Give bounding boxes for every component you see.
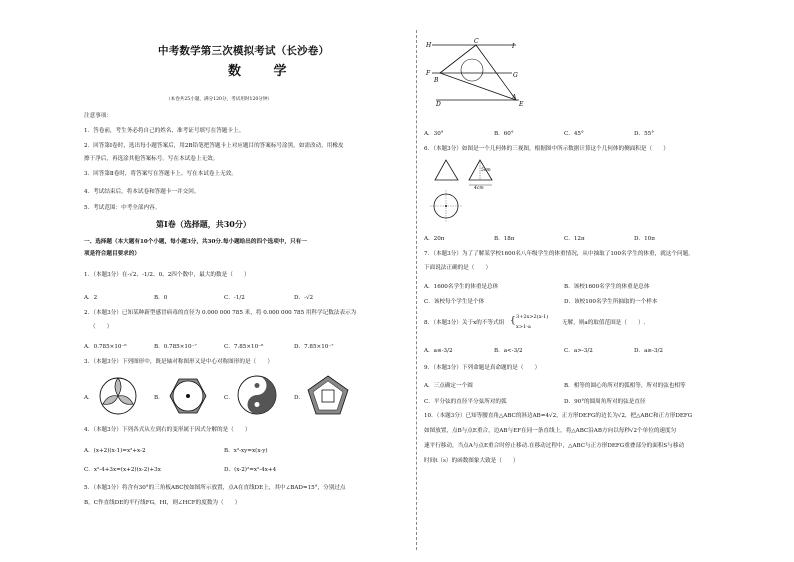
q5-fig-label: A	[512, 94, 517, 101]
q8-option-b[interactable]: B．a<-3/2	[494, 348, 523, 354]
q3-figure-d	[306, 374, 350, 416]
question-6-stem: 6．（本题3分）如图是一个几何体的三视图，根据图中所示数据计算这个几何体的侧面积是（ ）	[424, 146, 669, 152]
q9-option-a[interactable]: A．三点确定一个圆	[424, 383, 473, 389]
question-10-line: 如图放置，点B与点E重合，边AB与EF在同一条直线上，将△ABC沿AB方向以每秒√2个单位的速度匀	[424, 428, 677, 434]
question-4-stem: 4．（本题3分）下列各式从左到右的变形属于因式分解的是（ ）	[84, 427, 251, 433]
q5-option-d[interactable]: D．55°	[634, 131, 654, 137]
column-divider	[416, 30, 417, 550]
q2-option-a[interactable]: A．0.785×10⁻⁶	[84, 344, 127, 350]
q5-fig-label: F	[426, 70, 431, 77]
q4-option-c[interactable]: C．x²-4+3x=(x+2)(x-2)+3x	[84, 467, 161, 473]
note-item: 5．考试范围：中考全部内容。	[84, 205, 161, 211]
q6-option-a[interactable]: A．20π	[424, 236, 445, 242]
q5-fig-label: I	[512, 43, 515, 50]
question-1-stem: 1．（本题3分）在-√2、-1/2、0、2四个数中，最大的数是（ ）	[84, 272, 250, 278]
q9-option-c[interactable]: C．平分弦的直径平分弦所对的弧	[424, 399, 507, 405]
question-5-stem: 5．（本题3分）将含有30°的三角板ABC按如图所示放置，点A在直线DE上，其中∠BAD=15°，分别过点	[84, 485, 346, 491]
q3-figure-c	[236, 374, 278, 416]
q6-option-b[interactable]: B．18π	[494, 236, 515, 242]
q3-option-a[interactable]: A．	[84, 395, 94, 401]
q7-option-b[interactable]: B．该校1600名学生的体重是总体	[564, 284, 650, 290]
q9-option-b[interactable]: B．相等的圆心角所对的弧相等，所对的弦也相等	[564, 383, 686, 389]
q8-system-line2: x>1-a	[516, 324, 531, 330]
question-9-stem: 9．（本题3分）下列命题是真命题的是（ ）	[424, 365, 541, 371]
q7-option-a[interactable]: A．1600名学生的体重是总体	[424, 284, 499, 290]
q4-option-a[interactable]: A．(x+2)(x-1)=x²+x-2	[84, 448, 146, 454]
q1-option-c[interactable]: C．-1/2	[224, 295, 245, 301]
question-2-stem: 2．（本题3分）已知某种新型感冒病毒的直径为 0.000 000 785 米，将 0.000 000 785 用科学记数法表示为	[84, 310, 357, 316]
q5-figure	[424, 38, 534, 108]
note-item: 擦干净后，再选涂其他答案标号。写在本试卷上无效。	[84, 156, 219, 162]
notes-heading: 注意事项：	[84, 113, 112, 119]
exam-title: 中考数学第三次模拟考试（长沙卷）	[158, 45, 330, 57]
q8-option-c[interactable]: C．a>-3/2	[564, 348, 593, 354]
section-title: 第Ⅰ卷（选择题，共30分）	[156, 219, 251, 229]
note-item: 2．回答第Ⅰ卷时，选出每小题答案后，用2B铅笔把答题卡上对应题目的答案标号涂黑。如需改动，用橡皮	[84, 143, 344, 149]
q2-option-c[interactable]: C．7.85×10⁻⁶	[224, 344, 264, 350]
q5-fig-label: C	[474, 38, 479, 45]
q3-figure-b	[168, 376, 208, 416]
question-8-stem-cont: 无解，则a的取值范围是（ ）.	[562, 320, 646, 326]
q8-system-line1: 3+2x>2(x-1)	[516, 314, 549, 320]
q5-option-a[interactable]: A．30°	[424, 131, 444, 137]
q6-fig-label: 4cm	[474, 186, 484, 191]
q3-option-b[interactable]: B．	[154, 395, 164, 401]
section-intro: 项是符合题目要求的）	[84, 251, 140, 257]
question-7-stem: 7．（本题3分）为了了解某学校1600名八年级学生的体重情况，从中抽取了100名学生的体重，就这个问题，	[424, 251, 694, 257]
q2-option-d[interactable]: D．7.85×10⁻⁷	[294, 344, 334, 350]
q1-option-d[interactable]: D．-√2	[294, 295, 314, 301]
q3-figure-a	[98, 376, 138, 416]
q6-figure	[430, 158, 510, 228]
q7-option-c[interactable]: C．该校每个学生是个体	[424, 299, 485, 305]
question-10-line: 时间t（s）的函数图象大致是（ ）	[424, 458, 519, 464]
q3-option-c[interactable]: C．	[224, 395, 234, 401]
q5-fig-label: B	[434, 77, 439, 84]
q1-option-a[interactable]: A．2	[84, 295, 98, 301]
question-5-stem-cont: B，C作直线DE的平行线FG，HI，则∠HCF的度数为（ ）	[84, 500, 241, 506]
q5-fig-label: H	[426, 42, 432, 49]
question-2-stem-cont: （ ）	[90, 324, 113, 330]
section-intro: 一、选择题（本大题有10个小题，每小题3分，共30分.每小题给出的四个选项中，只有一	[84, 239, 307, 245]
q5-fig-label: D	[436, 101, 441, 108]
q2-option-b[interactable]: B．0.785×10⁻⁷	[154, 344, 197, 350]
q5-fig-label: E	[519, 101, 524, 108]
exam-meta: （本卷共25小题，满分120分，考试用时120分钟）	[166, 97, 273, 102]
q6-option-d[interactable]: D．10π	[634, 236, 655, 242]
subject-title: 数 学	[228, 64, 301, 79]
q4-option-d[interactable]: D．(x-2)²=x²-4x+4	[224, 467, 277, 473]
q5-fig-label: G	[513, 72, 518, 79]
question-7-stem-cont: 下面说法正确的是（ ）	[424, 265, 492, 271]
q1-option-b[interactable]: B．0	[154, 295, 168, 301]
note-item: 3．回答第Ⅱ卷时，将答案写在答题卡上。写在本试卷上无效。	[84, 171, 237, 177]
note-item: 1．答卷前，考生务必将自己的姓名、准考证号填写在答题卡上。	[84, 128, 245, 134]
question-10-line: 10．（本题3分）已知等腰直角△ABC的斜边AB=4√2，正方形DEFG的边长为√2，把△ABC和正方形DEFG	[424, 413, 693, 419]
q6-option-c[interactable]: C．12π	[564, 236, 585, 242]
q4-option-b[interactable]: B．x²-xy=x(x-y)	[224, 448, 268, 454]
q8-option-d[interactable]: D．a≥-3/2	[634, 348, 663, 354]
question-8-stem: 8．（本题3分）关于x的不等式组	[424, 320, 505, 326]
note-item: 4．考试结束后，将本试卷和答题卡一并交回。	[84, 189, 200, 195]
q6-fig-label: 5cm	[481, 168, 491, 173]
q9-option-d[interactable]: D．90°的圆周角所对的弦是直径	[564, 399, 646, 405]
q7-option-d[interactable]: D．该校100名学生所抽取的一个样本	[564, 299, 658, 305]
q8-option-a[interactable]: A．a≤-3/2	[424, 348, 453, 354]
q5-option-b[interactable]: B．60°	[494, 131, 514, 137]
question-3-stem: 3．（本题3分）下列图形中，既是轴对称图形又是中心对称图形的是（ ）	[84, 359, 273, 365]
q8-system-brace: {	[510, 316, 516, 326]
q3-option-d[interactable]: D．	[294, 395, 305, 401]
q5-option-c[interactable]: C．45°	[564, 131, 584, 137]
question-10-line: 速平行移动，当点A与点E重合时停止移动.在移动过程中，△ABC与正方形DEFG重叠部分的面积S与移动	[424, 443, 685, 449]
